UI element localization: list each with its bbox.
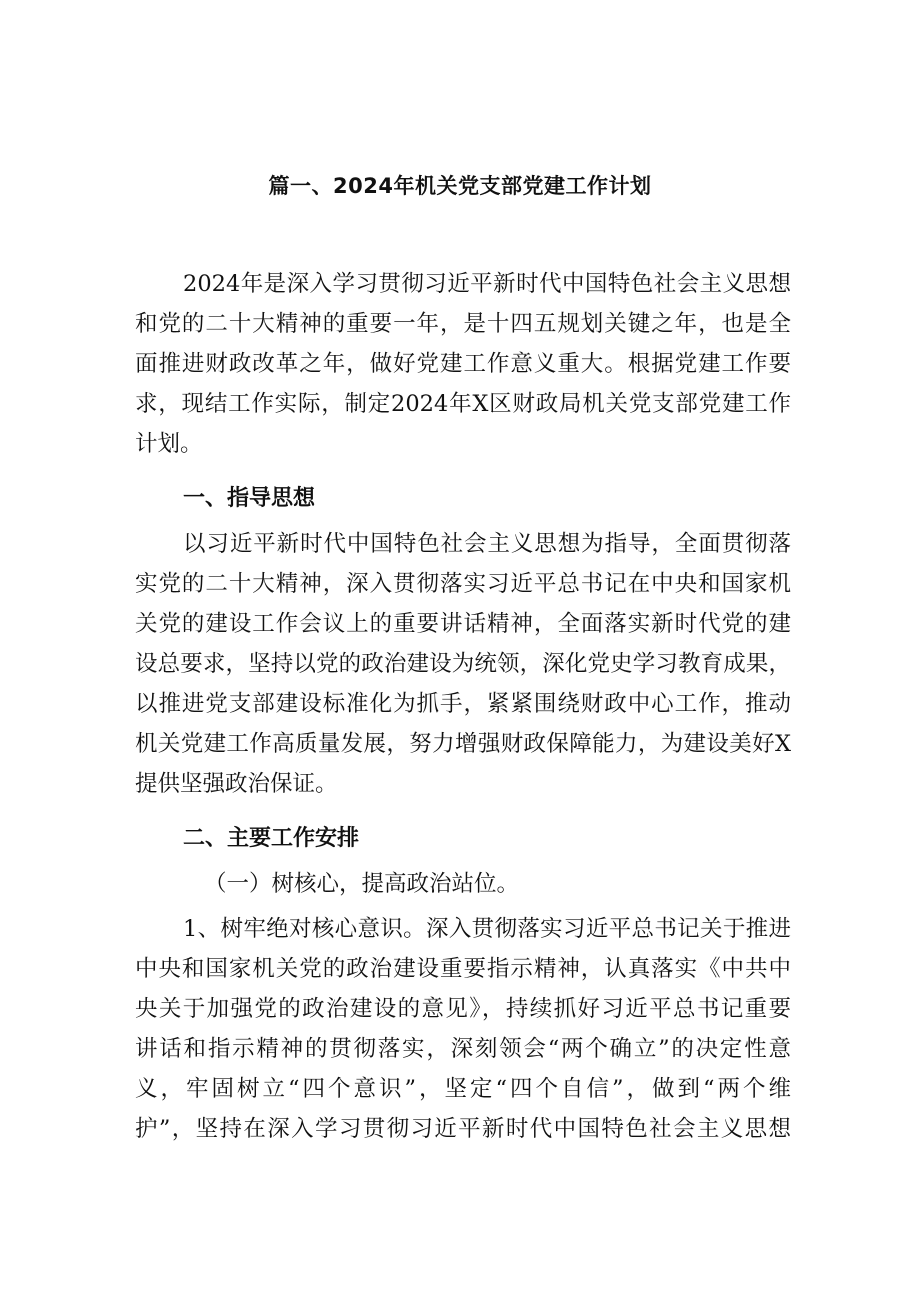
section2-line: 央关于加强党的政治建设的意见》，持续抓好习近平总书记重要 xyxy=(135,996,791,1022)
subsection-heading: （一）树核心，提高政治站位。 xyxy=(204,871,520,897)
intro-line: 2024年是深入学习贯彻习近平新时代中国特色社会主义思想 xyxy=(183,271,791,297)
section2-line: 护”，坚持在深入学习贯彻习近平新时代中国特色社会主义思想 xyxy=(135,1116,791,1142)
intro-line: 计划。 xyxy=(135,431,203,457)
section1-line: 关党的建设工作会议上的重要讲话精神，全面落实新时代党的建 xyxy=(135,611,791,637)
section-heading-guiding-thought: 一、指导思想 xyxy=(183,486,316,511)
intro-line: 面推进财政改革之年，做好党建工作意义重大。根据党建工作要 xyxy=(135,351,791,377)
section1-line: 机关党建工作高质量发展，努力增强财政保障能力，为建设美好X xyxy=(135,731,791,757)
section1-line: 以习近平新时代中国特色社会主义思想为指导，全面贯彻落 xyxy=(183,531,791,557)
intro-line: 求，现结工作实际，制定2024年X区财政局机关党支部党建工作 xyxy=(135,391,791,417)
document-title: 篇一、2024年机关党支部党建工作计划 xyxy=(268,174,652,198)
section1-line: 设总要求，坚持以党的政治建设为统领，深化党史学习教育成果， xyxy=(135,651,791,677)
section-heading-main-work: 二、主要工作安排 xyxy=(183,826,360,851)
intro-line: 和党的二十大精神的重要一年，是十四五规划关键之年，也是全 xyxy=(135,311,791,337)
section2-line: 义，牢固树立“四个意识”，坚定“四个自信”，做到“两个维 xyxy=(135,1076,791,1102)
section2-line: 讲话和指示精神的贯彻落实，深刻领会“两个确立”的决定性意 xyxy=(135,1036,791,1062)
section1-line: 实党的二十大精神，深入贯彻落实习近平总书记在中央和国家机 xyxy=(135,571,791,597)
section1-line: 以推进党支部建设标准化为抓手，紧紧围绕财政中心工作，推动 xyxy=(135,691,791,717)
section2-line: 中央和国家机关党的政治建设重要指示精神，认真落实《中共中 xyxy=(135,956,791,982)
section2-line: 1、树牢绝对核心意识。深入贯彻落实习近平总书记关于推进 xyxy=(183,916,791,942)
section1-line: 提供坚强政治保证。 xyxy=(135,771,338,797)
